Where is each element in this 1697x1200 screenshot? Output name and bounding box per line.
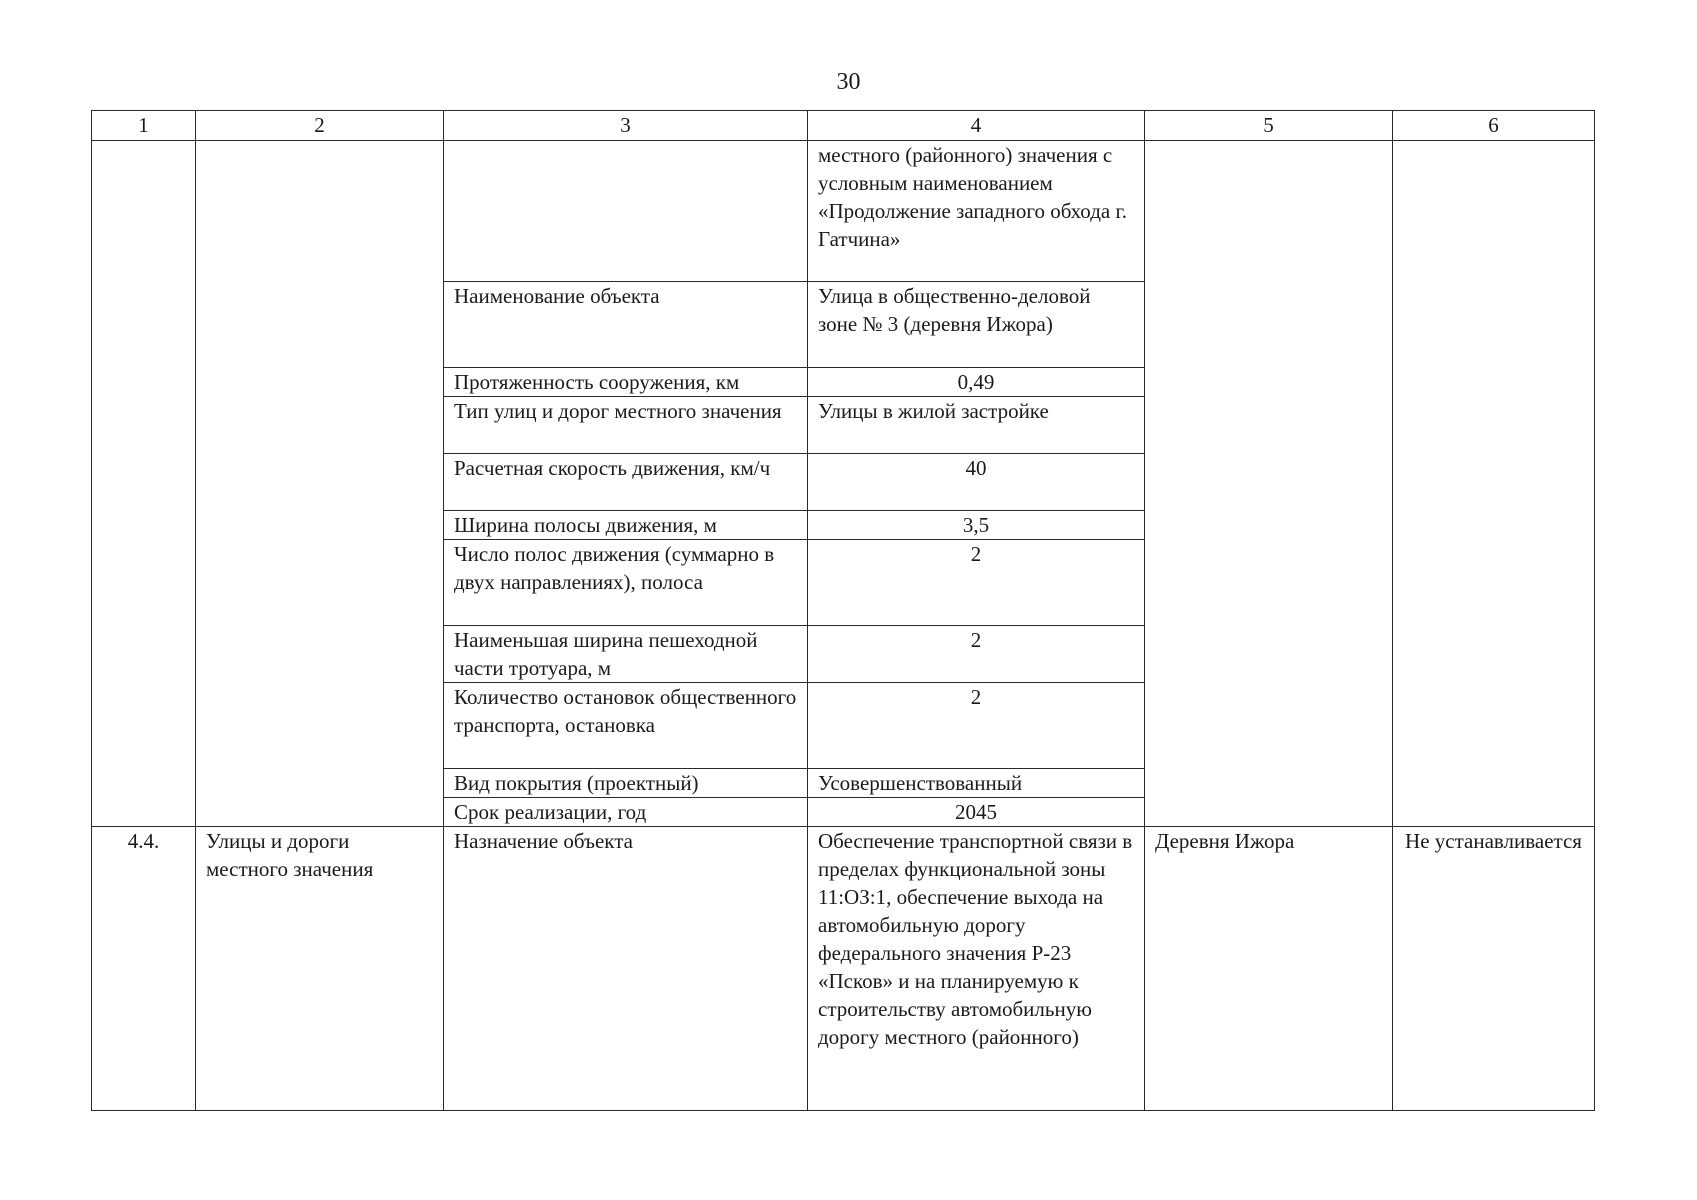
table-row bbox=[92, 141, 1595, 282]
param-value: 40 bbox=[808, 454, 1145, 511]
param-value: Улица в общественно-деловой зоне № 3 (деревня Ижора) bbox=[808, 282, 1145, 368]
param-label: Наименьшая ширина пешеходной части тротуара, м bbox=[444, 626, 808, 683]
header-col-5: 5 bbox=[1145, 111, 1393, 141]
page-number: 30 bbox=[836, 69, 861, 95]
continuation-col-6 bbox=[1393, 141, 1595, 827]
header-col-6: 6 bbox=[1393, 111, 1595, 141]
header-col-3: 3 bbox=[444, 111, 808, 141]
param-label: Вид покрытия (проектный) bbox=[444, 769, 808, 798]
continuation-col-1 bbox=[92, 141, 196, 827]
header-row bbox=[92, 111, 1595, 141]
item-name: Улицы и дороги местного значения bbox=[196, 827, 444, 1111]
header-col-2: 2 bbox=[196, 111, 444, 141]
param-value: 0,49 bbox=[808, 368, 1145, 397]
param-label: Число полос движения (суммарно в двух направлениях), полоса bbox=[444, 540, 808, 626]
param-label: Тип улиц и дорог местного значения bbox=[444, 397, 808, 454]
param-label: Протяженность сооружения, км bbox=[444, 368, 808, 397]
param-value: Усовершенствованный bbox=[808, 769, 1145, 798]
param-label: Расчетная скорость движения, км/ч bbox=[444, 454, 808, 511]
param-value: 2 bbox=[808, 626, 1145, 683]
param-label: Наименование объекта bbox=[444, 282, 808, 368]
item-param-label: Назначение объекта bbox=[444, 827, 808, 1111]
param-value: 2 bbox=[808, 540, 1145, 626]
table-row bbox=[92, 827, 1595, 1111]
param-label: Ширина полосы движения, м bbox=[444, 511, 808, 540]
continuation-col-5 bbox=[1145, 141, 1393, 827]
item-number: 4.4. bbox=[92, 827, 196, 1111]
param-value: 2045 bbox=[808, 798, 1145, 827]
param-value: 3,5 bbox=[808, 511, 1145, 540]
item-location: Деревня Ижора bbox=[1145, 827, 1393, 1111]
continuation-value: местного (районного) значения с условным наименованием «Продолжение западного обхода г. Гатчина» bbox=[808, 141, 1145, 282]
item-zone: Не устанавливается bbox=[1393, 827, 1595, 1111]
continuation-col-2 bbox=[196, 141, 444, 827]
param-label: Срок реализации, год bbox=[444, 798, 808, 827]
object-table bbox=[91, 110, 1595, 1111]
param-value: 2 bbox=[808, 683, 1145, 769]
header-col-1: 1 bbox=[92, 111, 196, 141]
item-param-value: Обеспечение транспортной связи в пределах функциональной зоны 11:ОЗ:1, обеспечение выхода на автомобильную дорогу федерального значения Р-23 «Псков» и на планируемую к строительству автомобильную дорогу местного (районного) bbox=[808, 827, 1145, 1111]
param-value: Улицы в жилой застройке bbox=[808, 397, 1145, 454]
continuation-col-3 bbox=[444, 141, 808, 282]
param-label: Количество остановок общественного транспорта, остановка bbox=[444, 683, 808, 769]
header-col-4: 4 bbox=[808, 111, 1145, 141]
